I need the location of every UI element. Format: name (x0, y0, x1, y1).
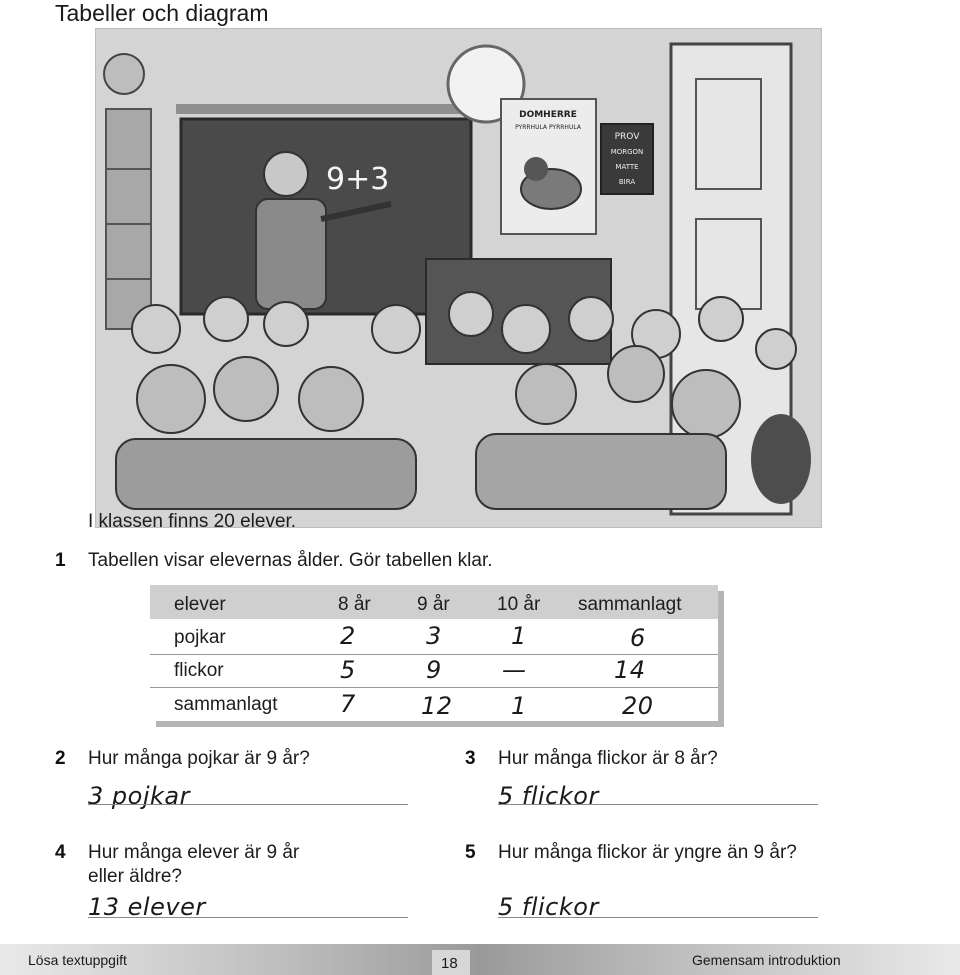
table-row-divider (150, 687, 718, 688)
footer-left-label: Lösa textuppgift (28, 952, 127, 968)
task-2-number: 2 (55, 748, 66, 769)
task-5-number: 5 (465, 842, 476, 863)
task-5-answer-line (498, 917, 818, 918)
task-4-number: 4 (55, 842, 66, 863)
page-number: 18 (441, 955, 458, 972)
task-3-text: Hur många flickor är 8 år? (498, 748, 718, 769)
task-3-number: 3 (465, 748, 476, 769)
footer-right-label: Gemensam introduktion (692, 952, 841, 968)
task-3-answer-line (498, 804, 818, 805)
task-4-answer-line (88, 917, 408, 918)
table-header-9-ar: 9 år (417, 594, 450, 615)
table-cell-grand-total: 20 (622, 692, 654, 720)
table-cell-pojkar-10: 1 (511, 622, 527, 650)
table-row-label-sammanlagt: sammanlagt (174, 694, 278, 715)
table-header-elever: elever (174, 594, 226, 615)
sign-line-3: MATTE (615, 163, 639, 171)
task-4-text-line-2: eller äldre? (88, 866, 182, 887)
table-cell-total-9: 12 (421, 692, 453, 720)
task-2-answer-line (88, 804, 408, 805)
table-header-sammanlagt: sammanlagt (578, 594, 682, 615)
table-cell-pojkar-total: 6 (630, 624, 646, 652)
task-4-answer: 13 elever (88, 893, 206, 921)
table-header-10-ar: 10 år (497, 594, 541, 615)
table-header-8-ar: 8 år (338, 594, 371, 615)
table-row-divider (150, 654, 718, 655)
poster-title: DOMHERRE (519, 110, 577, 120)
table-cell-flickor-8: 5 (340, 656, 356, 684)
table-row-label-pojkar: pojkar (174, 627, 226, 648)
table-cell-flickor-total: 14 (614, 656, 646, 684)
task-4-text-line-1: Hur många elever är 9 år (88, 842, 300, 863)
classroom-drawing (96, 29, 821, 527)
board-text: 9+3 (326, 162, 390, 197)
task-2-answer: 3 pojkar (88, 782, 190, 810)
table-row-label-flickor: flickor (174, 660, 224, 681)
table-cell-pojkar-8: 2 (340, 622, 356, 650)
classroom-illustration (95, 28, 822, 528)
sign-line-2: MORGON (610, 148, 644, 156)
table-cell-total-8: 7 (340, 690, 356, 718)
poster-subtitle: PYRRHULA PYRRHULA (515, 124, 581, 131)
sign-line-4: BIRA (618, 178, 636, 186)
table-cell-total-10: 1 (511, 692, 527, 720)
table-cell-pojkar-9: 3 (426, 622, 442, 650)
task-1-number: 1 (55, 550, 66, 571)
task-3-answer: 5 flickor (498, 782, 599, 810)
sign-line-1: PROV (614, 132, 640, 142)
task-2-text: Hur många pojkar är 9 år? (88, 748, 310, 769)
task-5-answer: 5 flickor (498, 893, 599, 921)
table-cell-flickor-10: — (502, 656, 527, 684)
table-cell-flickor-9: 9 (426, 656, 442, 684)
task-1-text: Tabellen visar elevernas ålder. Gör tabellen klar. (88, 550, 493, 571)
intro-text: I klassen finns 20 elever. (88, 511, 297, 532)
page-title: Tabeller och diagram (55, 0, 269, 26)
task-5-text: Hur många flickor är yngre än 9 år? (498, 842, 797, 863)
